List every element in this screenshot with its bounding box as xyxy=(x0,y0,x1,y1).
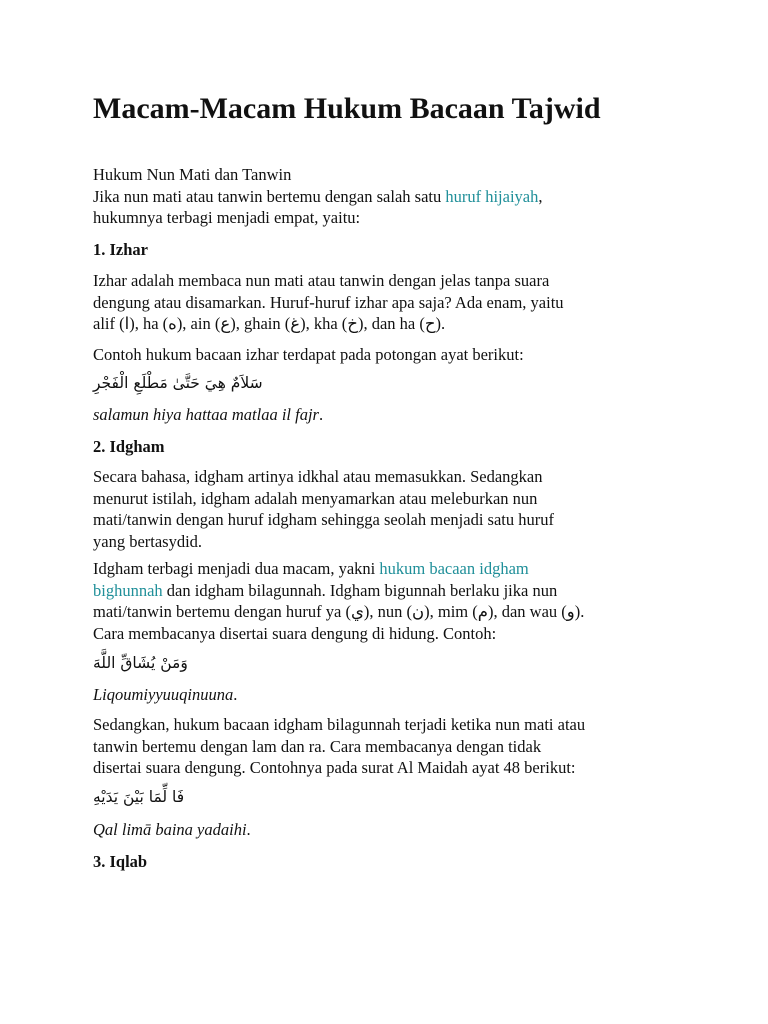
izhar-transliteration: salamun hiya hattaa matlaa il fajr xyxy=(93,405,319,424)
idgham-p2-line-2 xyxy=(93,580,683,602)
hukum-bacaan-idgham-link[interactable]: hukum bacaan idgham xyxy=(379,559,529,578)
izhar-example-intro: Contoh hukum bacaan izhar terdapat pada potongan ayat berikut: xyxy=(93,345,524,364)
intro-line-2: hukumnya terbagi menjadi empat, yaitu: xyxy=(93,208,361,227)
idgham-heading: 2. Idgham xyxy=(93,437,165,456)
idgham-paragraph-2 xyxy=(93,558,683,644)
bighunnah-link[interactable]: bighunnah xyxy=(93,580,163,600)
idgham-arabic-verse-1: وَمَنْ يُشَاقِّ اللَّهَ xyxy=(93,654,188,672)
idgham-arabic-row-1 xyxy=(93,652,683,675)
izhar-transliteration-end: . xyxy=(318,405,324,424)
idgham-p1-line-2: menurut istilah, idgham adalah menyamarkan atau meleburkan nun xyxy=(93,488,538,508)
idgham-transliteration-2: Qal limā baina yadaihi xyxy=(93,820,247,839)
idgham-transliteration-1: Liqoumiyyuuqinuuna xyxy=(93,685,234,704)
idgham-p1-line-4: yang bertasydid. xyxy=(93,531,203,551)
page-title: Macam-Macam Hukum Bacaan Tajwid xyxy=(93,92,601,125)
idgham-p1-line-3: mati/tanwin dengan huruf idgham sehingga seolah menjadi satu huruf xyxy=(93,510,554,529)
intro-text: Jika nun mati atau tanwin bertemu dengan salah satu xyxy=(93,186,446,206)
idgham-paragraph-3 xyxy=(93,714,683,779)
intro-section xyxy=(93,164,683,229)
intro-comma: , xyxy=(538,186,543,206)
izhar-arabic-verse: سَلاَمٌ هِيَ حَتَّىٰ مَطْلَعِ الْفَجْرِ xyxy=(93,374,263,392)
idgham-p2-line-1 xyxy=(93,558,683,580)
idgham-p3-line-3: disertai suara dengung. Contohnya pada surat Al Maidah ayat 48 berikut: xyxy=(93,758,576,777)
izhar-line-1: Izhar adalah membaca nun mati atau tanwin dengan jelas tanpa suara xyxy=(93,271,550,290)
idgham-transliteration-2-end: . xyxy=(246,820,251,839)
idgham-p2-line-4: Cara membacanya disertai suara dengung di hidung. Contoh: xyxy=(93,623,497,643)
idgham-p3-line-1: Sedangkan, hukum bacaan idgham bilagunnah terjadi ketika nun mati atau xyxy=(93,715,586,734)
izhar-arabic-row xyxy=(93,372,683,395)
idgham-arabic-verse-2: فَا لِّمَا بَيْنَ يَدَيْهِ xyxy=(93,788,185,806)
idgham-arabic-row-2 xyxy=(93,786,683,809)
izhar-line-2: dengung atau disamarkan. Huruf-huruf izhar apa saja? Ada enam, yaitu xyxy=(93,292,564,312)
intro-subtitle: Hukum Nun Mati dan Tanwin xyxy=(93,165,292,184)
idgham-p2-line-3: mati/tanwin bertemu dengan huruf ya (ي), nun (ن), mim (م), dan wau (و). xyxy=(93,602,585,621)
iqlab-heading: 3. Iqlab xyxy=(93,852,148,871)
huruf-hijaiyah-link[interactable]: huruf hijaiyah xyxy=(445,186,539,206)
intro-line-1 xyxy=(93,186,683,208)
idgham-p2-text-cont: dan idgham bilagunnah. Idgham bigunnah berlaku jika nun xyxy=(162,580,558,600)
idgham-p2-text: Idgham terbagi menjadi dua macam, yakni xyxy=(93,559,380,578)
izhar-paragraph xyxy=(93,270,683,335)
idgham-transliteration-1-end: . xyxy=(233,685,238,704)
idgham-transliteration-row-2 xyxy=(93,819,683,841)
idgham-p3-line-2: tanwin bertemu dengan lam dan ra. Cara membacanya dengan tidak xyxy=(93,736,542,756)
izhar-transliteration-row xyxy=(93,404,683,426)
izhar-heading: 1. Izhar xyxy=(93,240,148,259)
idgham-transliteration-row-1 xyxy=(93,684,683,706)
izhar-line-3: alif (ا), ha (ه), ain (ع), ghain (غ), kha (خ), dan ha (ح). xyxy=(93,314,446,333)
idgham-paragraph-1 xyxy=(93,466,683,552)
idgham-p1-line-1: Secara bahasa, idgham artinya idkhal atau memasukkan. Sedangkan xyxy=(93,467,543,486)
